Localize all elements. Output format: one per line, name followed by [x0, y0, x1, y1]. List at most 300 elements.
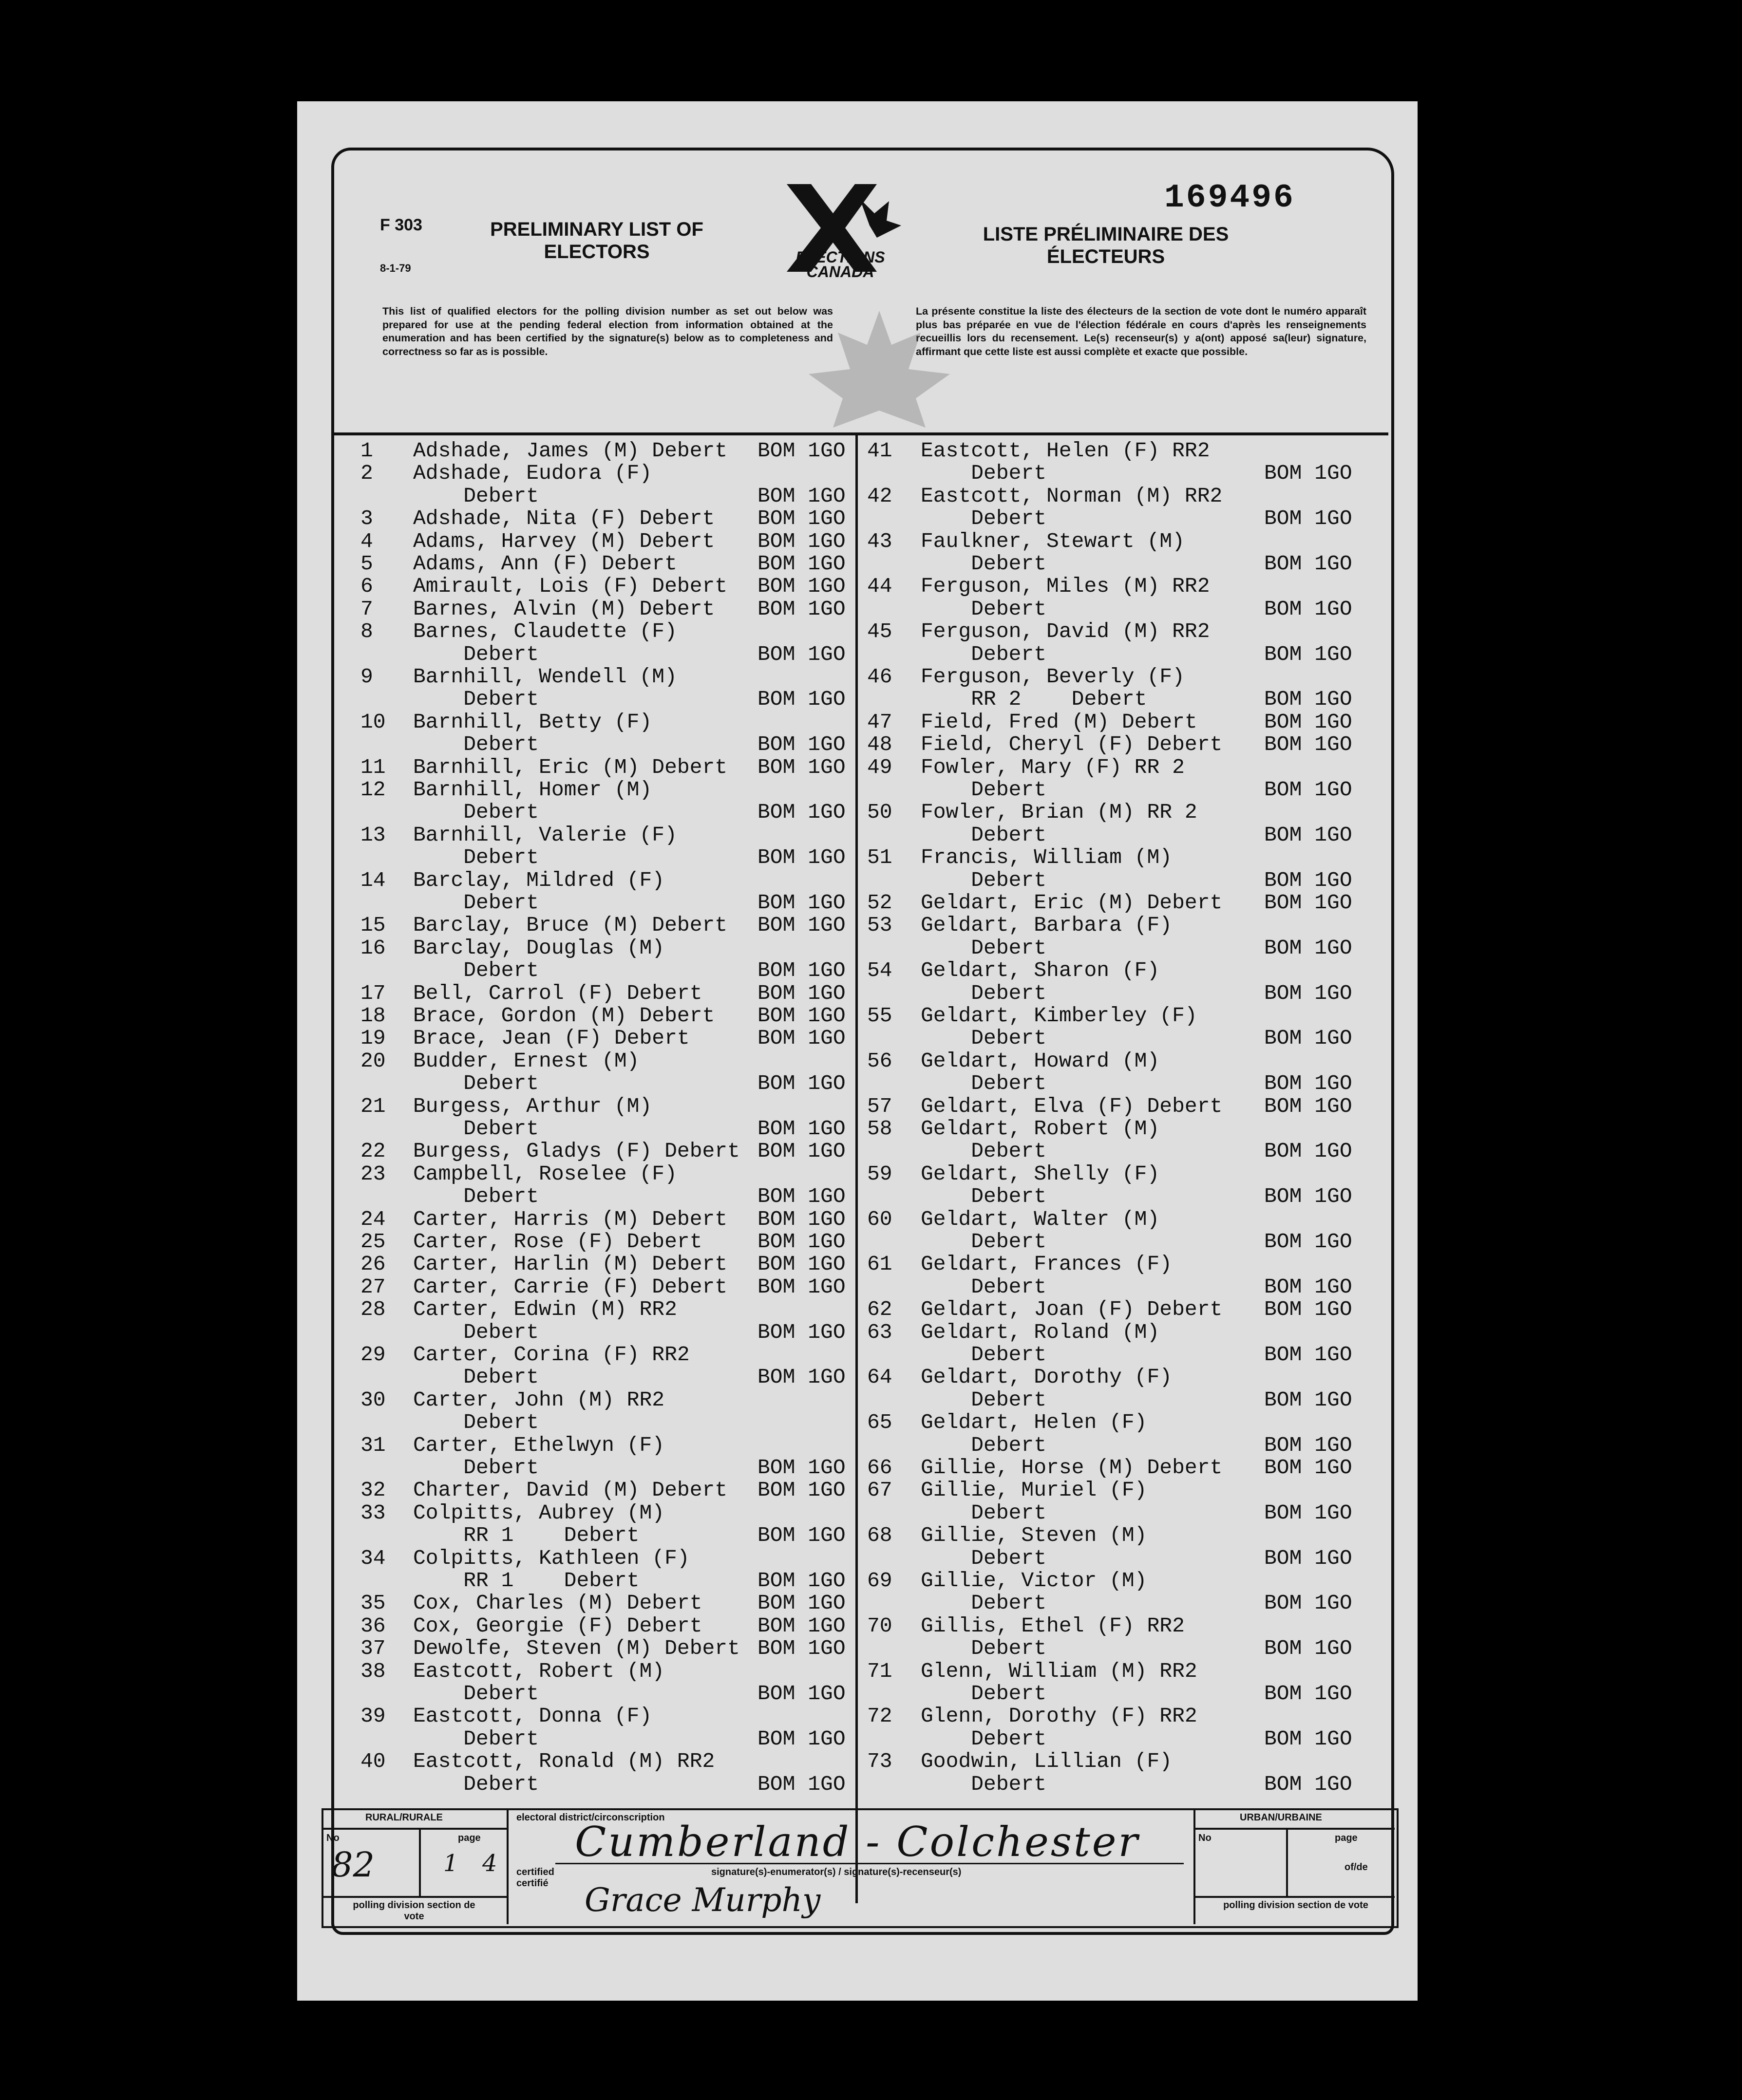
- elector-name: Debert: [413, 642, 539, 666]
- elector-number: 25: [360, 1230, 386, 1254]
- elector-postal-code: BOM 1GO: [757, 484, 846, 508]
- elector-name: Debert: [921, 1026, 1047, 1050]
- elector-name: Charter, David (M) Debert: [413, 1478, 728, 1502]
- column-divider: [855, 432, 858, 1903]
- elector-name: Fowler, Brian (M) RR 2: [921, 800, 1197, 825]
- elector-postal-code: BOM 1GO: [757, 1478, 846, 1502]
- elector-number: 29: [360, 1343, 386, 1367]
- elector-name: Debert: [413, 1184, 539, 1209]
- elector-name: Barnhill, Homer (M): [413, 778, 652, 802]
- elector-number: 63: [867, 1320, 892, 1344]
- elector-name: Debert: [921, 1726, 1047, 1751]
- elector-number: 43: [867, 529, 892, 553]
- elector-number: 8: [360, 619, 373, 644]
- signature-handwritten: Grace Murphy: [585, 1881, 821, 1919]
- elector-name: Eastcott, Norman (M) RR2: [921, 484, 1223, 508]
- elector-number: 5: [360, 552, 373, 576]
- elector-name: Gillie, Horse (M) Debert: [921, 1456, 1223, 1480]
- elector-postal-code: BOM 1GO: [757, 1207, 846, 1231]
- elector-number: 52: [867, 891, 892, 915]
- elector-name: Debert: [413, 1726, 539, 1751]
- elector-number: 46: [867, 665, 892, 689]
- elector-name: Amirault, Lois (F) Debert: [413, 574, 728, 599]
- elector-number: 53: [867, 913, 892, 938]
- elector-postal-code: BOM 1GO: [757, 506, 846, 531]
- elector-number: 19: [360, 1026, 386, 1050]
- elector-number: 65: [867, 1410, 892, 1435]
- elector-number: 42: [867, 484, 892, 508]
- elector-name: Debert: [921, 1184, 1047, 1209]
- elector-name: Eastcott, Robert (M): [413, 1659, 665, 1683]
- elector-name: Debert: [921, 461, 1047, 486]
- elector-postal-code: BOM 1GO: [1264, 552, 1352, 576]
- rule: [1193, 1896, 1395, 1898]
- elector-postal-code: BOM 1GO: [1264, 1772, 1352, 1796]
- elector-number: 69: [867, 1569, 892, 1593]
- urban-page-label: page: [1335, 1833, 1358, 1843]
- elector-name: Gillie, Victor (M): [921, 1569, 1147, 1593]
- elector-postal-code: BOM 1GO: [757, 1117, 846, 1141]
- elector-postal-code: BOM 1GO: [757, 529, 846, 553]
- elector-name: Debert: [413, 891, 539, 915]
- elector-postal-code: BOM 1GO: [1264, 1500, 1352, 1525]
- elector-number: 47: [867, 710, 892, 734]
- elector-postal-code: BOM 1GO: [757, 1184, 846, 1209]
- elector-number: 4: [360, 529, 373, 553]
- page-number-handwritten: 1: [443, 1850, 458, 1877]
- elector-postal-code: BOM 1GO: [757, 1252, 846, 1276]
- page-of-handwritten: 4: [482, 1850, 497, 1877]
- elector-number: 61: [867, 1252, 892, 1276]
- elector-name: Debert: [413, 1410, 539, 1435]
- footer-box: [322, 1808, 1401, 1930]
- elector-number: 48: [867, 732, 892, 757]
- elector-number: 3: [360, 506, 373, 531]
- elector-name: Debert: [413, 1772, 539, 1796]
- elector-number: 23: [360, 1162, 386, 1186]
- elector-number: 17: [360, 981, 386, 1005]
- elector-name: Field, Fred (M) Debert: [921, 710, 1197, 734]
- elector-name: Debert: [413, 1456, 539, 1480]
- elector-postal-code: BOM 1GO: [1264, 1297, 1352, 1322]
- elector-name: Carter, Ethelwyn (F): [413, 1433, 665, 1457]
- elector-number: 41: [867, 439, 892, 463]
- elector-name: Adshade, Nita (F) Debert: [413, 506, 715, 531]
- elector-number: 13: [360, 823, 386, 847]
- district-handwritten: Cumberland - Colchester: [575, 1818, 1140, 1866]
- rule: [1286, 1828, 1288, 1896]
- elector-name: Geldart, Walter (M): [921, 1207, 1160, 1231]
- elector-name: Goodwin, Lillian (F): [921, 1749, 1173, 1774]
- elector-name: Barnhill, Betty (F): [413, 710, 652, 734]
- elector-name: Adams, Harvey (M) Debert: [413, 529, 715, 553]
- elector-number: 50: [867, 800, 892, 825]
- elector-name: Geldart, Howard (M): [921, 1049, 1160, 1073]
- elector-postal-code: BOM 1GO: [757, 687, 846, 712]
- elector-number: 44: [867, 574, 892, 599]
- title-english: PRELIMINARY LIST OF ELECTORS: [490, 219, 703, 262]
- polling-division-label: polling division section de vote: [353, 1900, 475, 1922]
- elector-postal-code: BOM 1GO: [1264, 1184, 1352, 1209]
- elector-name: Adshade, Eudora (F): [413, 461, 652, 486]
- elector-number: 49: [867, 755, 892, 779]
- elector-postal-code: BOM 1GO: [757, 439, 846, 463]
- header-divider: [331, 432, 1388, 435]
- elector-name: Geldart, Roland (M): [921, 1320, 1160, 1344]
- elector-postal-code: BOM 1GO: [757, 1139, 846, 1163]
- elector-name: Debert: [413, 800, 539, 825]
- elector-postal-code: BOM 1GO: [757, 755, 846, 779]
- elector-postal-code: BOM 1GO: [757, 1004, 846, 1028]
- elector-name: Barnes, Claudette (F): [413, 619, 677, 644]
- elector-name: Geldart, Robert (M): [921, 1117, 1160, 1141]
- elector-postal-code: BOM 1GO: [757, 1026, 846, 1050]
- elector-number: 59: [867, 1162, 892, 1186]
- elector-postal-code: BOM 1GO: [757, 1456, 846, 1480]
- elector-name: Geldart, Dorothy (F): [921, 1365, 1173, 1389]
- elector-name: Geldart, Helen (F): [921, 1410, 1147, 1435]
- elector-name: Gillis, Ethel (F) RR2: [921, 1613, 1185, 1638]
- elector-name: Gillie, Steven (M): [921, 1523, 1147, 1548]
- rule: [1193, 1828, 1395, 1830]
- elector-name: RR 1 Debert: [413, 1569, 640, 1593]
- elector-name: Budder, Ernest (M): [413, 1049, 640, 1073]
- elector-name: Debert: [921, 1139, 1047, 1163]
- urban-of-label: of/de: [1344, 1862, 1368, 1873]
- serial-number: 169496: [1164, 179, 1295, 217]
- elector-postal-code: BOM 1GO: [1264, 1682, 1352, 1706]
- elector-postal-code: BOM 1GO: [1264, 891, 1352, 915]
- elector-name: Barclay, Bruce (M) Debert: [413, 913, 728, 938]
- elector-name: Barclay, Mildred (F): [413, 868, 665, 892]
- elector-postal-code: BOM 1GO: [757, 1613, 846, 1638]
- document-page: [297, 101, 1418, 2001]
- elector-name: Carter, John (M) RR2: [413, 1388, 665, 1412]
- elector-number: 40: [360, 1749, 386, 1774]
- elector-postal-code: BOM 1GO: [757, 800, 846, 825]
- elector-number: 71: [867, 1659, 892, 1683]
- elector-name: Debert: [921, 778, 1047, 802]
- elector-name: Debert: [921, 936, 1047, 960]
- elector-name: Colpitts, Kathleen (F): [413, 1546, 690, 1570]
- certification-text-english: This list of qualified electors for the polling division number as set out below was prepared for use at the pending federal election from information obtained at the enumeration and has been certified by the signature(s) below as to completeness and correctness so far as is possible.: [382, 305, 833, 357]
- elector-name: Debert: [921, 1230, 1047, 1254]
- elector-postal-code: BOM 1GO: [1264, 1388, 1352, 1412]
- elector-name: Debert: [921, 1772, 1047, 1796]
- elector-number: 27: [360, 1275, 386, 1299]
- page-label: page: [458, 1833, 481, 1843]
- form-date: 8-1-79: [380, 262, 411, 274]
- form-code: F 303: [380, 216, 422, 234]
- elector-number: 36: [360, 1613, 386, 1638]
- elector-postal-code: BOM 1GO: [1264, 1230, 1352, 1254]
- elector-name: Gillie, Muriel (F): [921, 1478, 1147, 1502]
- elector-number: 7: [360, 597, 373, 621]
- elector-name: Debert: [921, 868, 1047, 892]
- elector-postal-code: BOM 1GO: [757, 552, 846, 576]
- elector-number: 9: [360, 665, 373, 689]
- elector-name: RR 1 Debert: [413, 1523, 640, 1548]
- elector-number: 45: [867, 619, 892, 644]
- elector-name: Debert: [413, 732, 539, 757]
- elector-postal-code: BOM 1GO: [757, 1365, 846, 1389]
- elector-postal-code: BOM 1GO: [1264, 642, 1352, 666]
- elector-postal-code: BOM 1GO: [1264, 1726, 1352, 1751]
- elector-postal-code: BOM 1GO: [757, 732, 846, 757]
- no-label: No: [326, 1833, 340, 1843]
- elector-name: Debert: [413, 845, 539, 870]
- elector-name: Geldart, Elva (F) Debert: [921, 1094, 1223, 1118]
- elector-name: Debert: [921, 1071, 1047, 1096]
- elector-name: Debert: [921, 552, 1047, 576]
- elector-number: 21: [360, 1094, 386, 1118]
- certified-label: certified certifié: [516, 1867, 554, 1889]
- elector-name: Debert: [921, 1546, 1047, 1570]
- elector-postal-code: BOM 1GO: [757, 1772, 846, 1796]
- elector-postal-code: BOM 1GO: [757, 1523, 846, 1548]
- elector-name: Cox, Charles (M) Debert: [413, 1591, 702, 1615]
- elector-postal-code: BOM 1GO: [757, 981, 846, 1005]
- elector-postal-code: BOM 1GO: [757, 597, 846, 621]
- elector-postal-code: BOM 1GO: [1264, 868, 1352, 892]
- elector-name: Carter, Edwin (M) RR2: [413, 1297, 677, 1322]
- elector-name: Glenn, Dorothy (F) RR2: [921, 1704, 1197, 1728]
- elector-postal-code: BOM 1GO: [1264, 1094, 1352, 1118]
- signature-label: signature(s)-enumerator(s) / signature(s)-recenseur(s): [711, 1867, 962, 1877]
- elector-number: 56: [867, 1049, 892, 1073]
- title-french: LISTE PRÉLIMINAIRE DES ÉLECTEURS: [983, 224, 1229, 267]
- elector-name: Debert: [921, 1275, 1047, 1299]
- elector-postal-code: BOM 1GO: [757, 1726, 846, 1751]
- elector-postal-code: BOM 1GO: [1264, 506, 1352, 531]
- elector-postal-code: BOM 1GO: [1264, 1546, 1352, 1570]
- elector-postal-code: BOM 1GO: [757, 1636, 846, 1661]
- elector-number: 11: [360, 755, 386, 779]
- elector-number: 60: [867, 1207, 892, 1231]
- elector-name: Ferguson, David (M) RR2: [921, 619, 1210, 644]
- elector-name: Eastcott, Donna (F): [413, 1704, 652, 1728]
- elector-name: Geldart, Eric (M) Debert: [921, 891, 1223, 915]
- elector-name: Debert: [413, 1117, 539, 1141]
- elector-name: Debert: [921, 597, 1047, 621]
- elector-name: Ferguson, Miles (M) RR2: [921, 574, 1210, 599]
- elector-postal-code: BOM 1GO: [757, 1230, 846, 1254]
- elector-name: RR 2 Debert: [921, 687, 1147, 712]
- elector-name: Debert: [413, 1365, 539, 1389]
- elector-name: Eastcott, Ronald (M) RR2: [413, 1749, 715, 1774]
- elector-postal-code: BOM 1GO: [1264, 1026, 1352, 1050]
- elector-postal-code: BOM 1GO: [757, 1275, 846, 1299]
- elector-postal-code: BOM 1GO: [1264, 1433, 1352, 1457]
- elector-postal-code: BOM 1GO: [757, 958, 846, 983]
- elector-name: Ferguson, Beverly (F): [921, 665, 1185, 689]
- elector-name: Debert: [413, 1320, 539, 1344]
- elector-postal-code: BOM 1GO: [1264, 778, 1352, 802]
- elector-name: Carter, Corina (F) RR2: [413, 1343, 690, 1367]
- elector-number: 51: [867, 845, 892, 870]
- elector-name: Debert: [921, 1500, 1047, 1525]
- elector-postal-code: BOM 1GO: [1264, 1636, 1352, 1661]
- elector-postal-code: BOM 1GO: [1264, 1071, 1352, 1096]
- elector-name: Barnhill, Eric (M) Debert: [413, 755, 728, 779]
- elector-name: Carter, Harris (M) Debert: [413, 1207, 728, 1231]
- elector-name: Debert: [921, 1591, 1047, 1615]
- elector-postal-code: BOM 1GO: [757, 1591, 846, 1615]
- elector-postal-code: BOM 1GO: [757, 1569, 846, 1593]
- elector-number: 34: [360, 1546, 386, 1570]
- urban-no-label: No: [1198, 1833, 1212, 1843]
- elector-number: 70: [867, 1613, 892, 1638]
- elector-postal-code: BOM 1GO: [1264, 732, 1352, 757]
- elector-number: 37: [360, 1636, 386, 1661]
- elector-name: Burgess, Arthur (M): [413, 1094, 652, 1118]
- elector-name: Carter, Rose (F) Debert: [413, 1230, 702, 1254]
- elector-name: Debert: [921, 1433, 1047, 1457]
- elector-name: Fowler, Mary (F) RR 2: [921, 755, 1185, 779]
- elector-number: 28: [360, 1297, 386, 1322]
- rule: [322, 1896, 507, 1898]
- elector-name: Bell, Carrol (F) Debert: [413, 981, 702, 1005]
- elector-name: Debert: [921, 1388, 1047, 1412]
- elector-number: 20: [360, 1049, 386, 1073]
- elector-postal-code: BOM 1GO: [757, 845, 846, 870]
- elector-number: 68: [867, 1523, 892, 1548]
- rule: [322, 1828, 507, 1830]
- elector-name: Dewolfe, Steven (M) Debert: [413, 1636, 740, 1661]
- elector-number: 38: [360, 1659, 386, 1683]
- elector-name: Debert: [413, 1071, 539, 1096]
- elector-name: Barnes, Alvin (M) Debert: [413, 597, 715, 621]
- elector-number: 32: [360, 1478, 386, 1502]
- elector-number: 55: [867, 1004, 892, 1028]
- elector-name: Adshade, James (M) Debert: [413, 439, 728, 463]
- elector-number: 12: [360, 778, 386, 802]
- urban-label: URBAN/URBAINE: [1240, 1812, 1322, 1823]
- elector-postal-code: BOM 1GO: [1264, 1275, 1352, 1299]
- elector-name: Barclay, Douglas (M): [413, 936, 665, 960]
- elector-number: 64: [867, 1365, 892, 1389]
- elector-name: Debert: [413, 1682, 539, 1706]
- elector-postal-code: BOM 1GO: [1264, 1456, 1352, 1480]
- elector-number: 62: [867, 1297, 892, 1322]
- elector-name: Barnhill, Valerie (F): [413, 823, 677, 847]
- elector-name: Carter, Carrie (F) Debert: [413, 1275, 728, 1299]
- elector-name: Burgess, Gladys (F) Debert: [413, 1139, 740, 1163]
- elector-name: Debert: [921, 506, 1047, 531]
- polling-number-handwritten: 82: [331, 1845, 375, 1885]
- elector-name: Debert: [921, 981, 1047, 1005]
- logo-caption: ELECTIONS CANADA: [795, 248, 885, 281]
- maple-leaf-watermark: [794, 306, 965, 452]
- elector-number: 39: [360, 1704, 386, 1728]
- elector-postal-code: BOM 1GO: [1264, 936, 1352, 960]
- elector-number: 30: [360, 1388, 386, 1412]
- elector-name: Adams, Ann (F) Debert: [413, 552, 677, 576]
- elector-name: Field, Cheryl (F) Debert: [921, 732, 1223, 757]
- district-label: electoral district/circonscription: [516, 1812, 665, 1823]
- elector-number: 58: [867, 1117, 892, 1141]
- elector-postal-code: BOM 1GO: [757, 1320, 846, 1344]
- elector-name: Debert: [921, 1636, 1047, 1661]
- elector-name: Debert: [921, 1682, 1047, 1706]
- elector-postal-code: BOM 1GO: [1264, 1591, 1352, 1615]
- urban-polling-division-label: polling division section de vote: [1223, 1900, 1368, 1911]
- elector-name: Barnhill, Wendell (M): [413, 665, 677, 689]
- elector-number: 26: [360, 1252, 386, 1276]
- elector-number: 54: [867, 958, 892, 983]
- elector-name: Debert: [413, 484, 539, 508]
- elector-postal-code: BOM 1GO: [757, 1071, 846, 1096]
- elector-postal-code: BOM 1GO: [1264, 687, 1352, 712]
- elector-name: Faulkner, Stewart (M): [921, 529, 1185, 553]
- elector-postal-code: BOM 1GO: [1264, 1139, 1352, 1163]
- elector-postal-code: BOM 1GO: [757, 642, 846, 666]
- elector-number: 66: [867, 1456, 892, 1480]
- elector-name: Geldart, Shelly (F): [921, 1162, 1160, 1186]
- elector-number: 24: [360, 1207, 386, 1231]
- elector-name: Brace, Gordon (M) Debert: [413, 1004, 715, 1028]
- elector-number: 1: [360, 439, 373, 463]
- elector-number: 35: [360, 1591, 386, 1615]
- elector-name: Brace, Jean (F) Debert: [413, 1026, 690, 1050]
- elector-name: Geldart, Joan (F) Debert: [921, 1297, 1223, 1322]
- elector-postal-code: BOM 1GO: [1264, 981, 1352, 1005]
- elector-name: Campbell, Roselee (F): [413, 1162, 677, 1186]
- elector-number: 31: [360, 1433, 386, 1457]
- elector-postal-code: BOM 1GO: [1264, 710, 1352, 734]
- certification-text-french: La présente constitue la liste des électeurs de la section de vote dont le numéro apparaît plus bas préparée en vue de l'élection fédérale en cours d'après les renseignements recueillis lors du recensement. Le(s) recenseur(s) y a(ont) apposé sa(leur) signature, affirmant que cette liste est aussi complète et exacte que possible.: [916, 305, 1366, 357]
- elector-number: 67: [867, 1478, 892, 1502]
- elector-number: 18: [360, 1004, 386, 1028]
- rule: [419, 1828, 421, 1896]
- elector-name: Francis, William (M): [921, 845, 1173, 870]
- elector-postal-code: BOM 1GO: [757, 913, 846, 938]
- elector-name: Carter, Harlin (M) Debert: [413, 1252, 728, 1276]
- rural-label: RURAL/RURALE: [365, 1812, 443, 1823]
- elector-number: 16: [360, 936, 386, 960]
- elector-name: Cox, Georgie (F) Debert: [413, 1613, 702, 1638]
- elector-postal-code: BOM 1GO: [1264, 1343, 1352, 1367]
- elector-postal-code: BOM 1GO: [757, 1682, 846, 1706]
- elector-number: 57: [867, 1094, 892, 1118]
- elector-name: Debert: [921, 1343, 1047, 1367]
- elector-name: Colpitts, Aubrey (M): [413, 1500, 665, 1525]
- elector-number: 72: [867, 1704, 892, 1728]
- elector-postal-code: BOM 1GO: [1264, 597, 1352, 621]
- elector-number: 15: [360, 913, 386, 938]
- elector-name: Debert: [921, 642, 1047, 666]
- elector-number: 10: [360, 710, 386, 734]
- elector-number: 6: [360, 574, 373, 599]
- elector-postal-code: BOM 1GO: [757, 891, 846, 915]
- elector-number: 33: [360, 1500, 386, 1525]
- elector-name: Geldart, Barbara (F): [921, 913, 1173, 938]
- elector-number: 2: [360, 461, 373, 486]
- elector-name: Geldart, Frances (F): [921, 1252, 1173, 1276]
- elector-name: Eastcott, Helen (F) RR2: [921, 439, 1210, 463]
- elector-number: 22: [360, 1139, 386, 1163]
- elector-postal-code: BOM 1GO: [1264, 823, 1352, 847]
- elector-number: 73: [867, 1749, 892, 1774]
- elector-name: Glenn, William (M) RR2: [921, 1659, 1197, 1683]
- elector-postal-code: BOM 1GO: [1264, 461, 1352, 486]
- elector-name: Geldart, Kimberley (F): [921, 1004, 1197, 1028]
- elector-name: Geldart, Sharon (F): [921, 958, 1160, 983]
- elector-number: 14: [360, 868, 386, 892]
- elector-postal-code: BOM 1GO: [757, 574, 846, 599]
- elector-name: Debert: [413, 687, 539, 712]
- elector-name: Debert: [921, 823, 1047, 847]
